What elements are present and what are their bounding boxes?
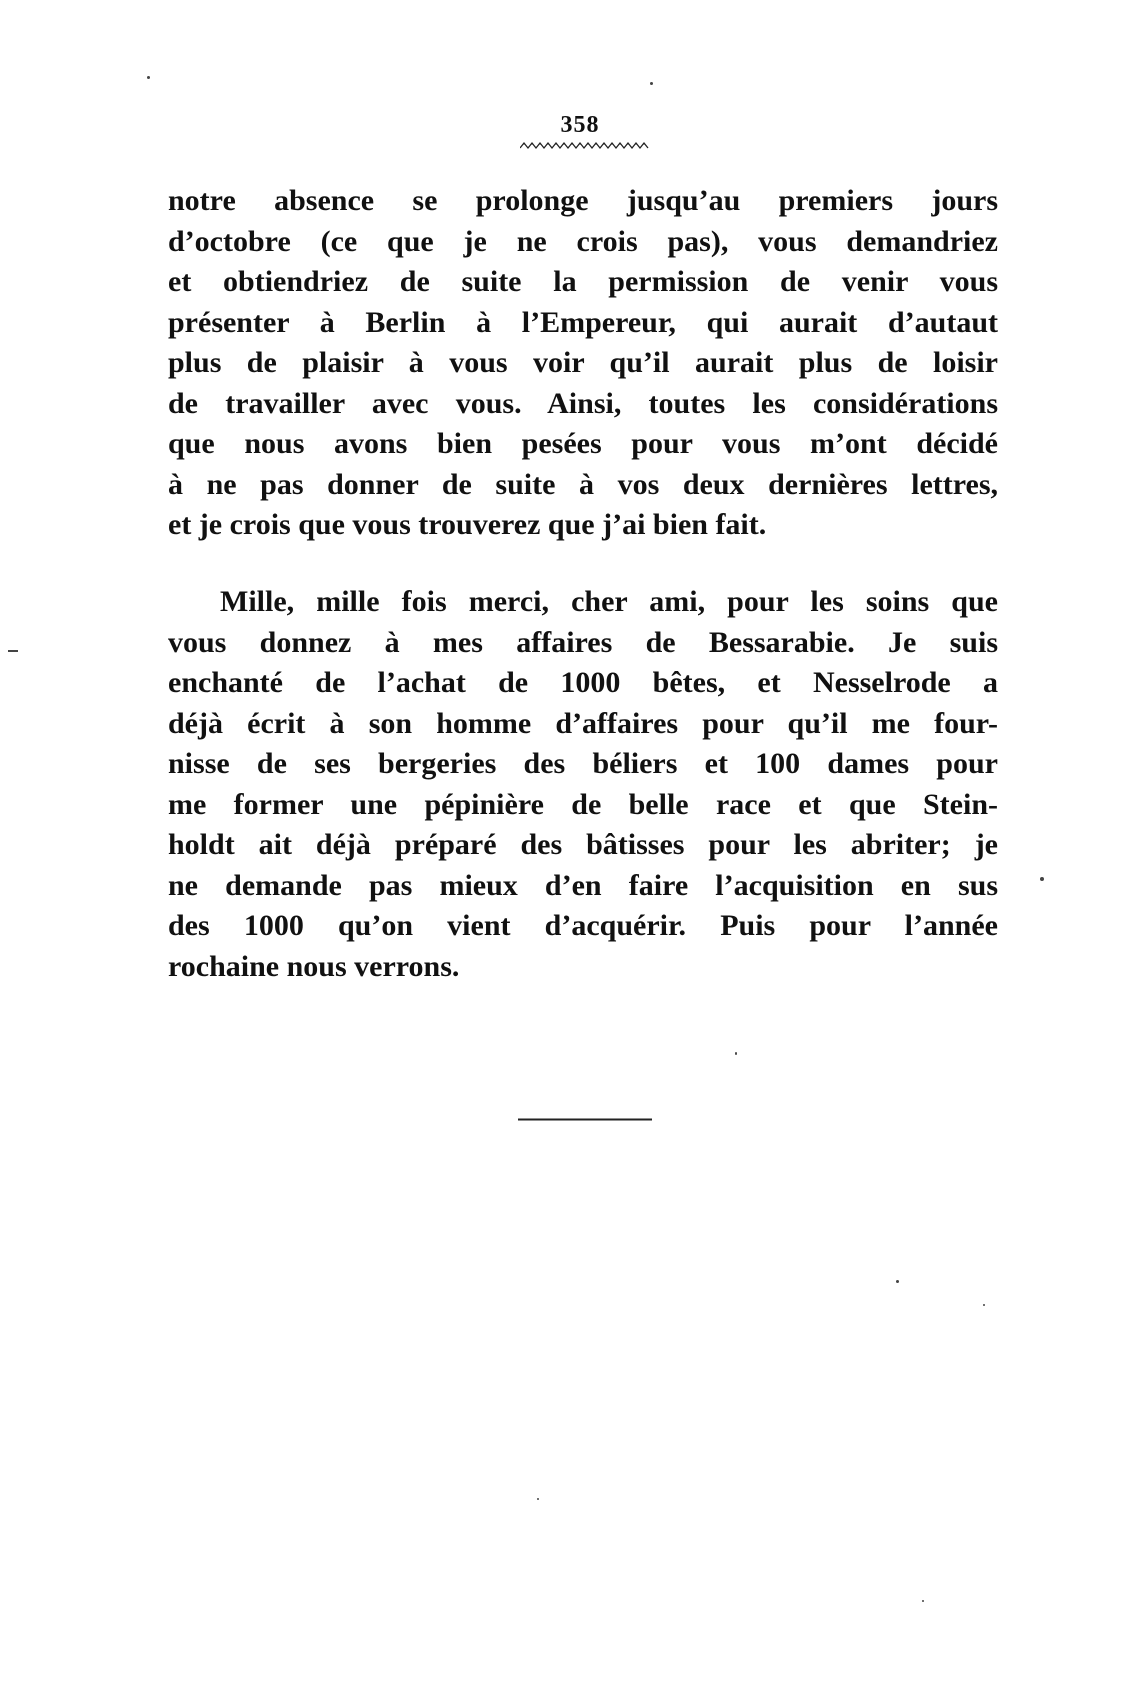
- scan-speck: [922, 1600, 924, 1602]
- page-number: 358: [560, 112, 600, 138]
- paragraph-1: [168, 181, 998, 546]
- text-line: présenter à Berlin à l’Empereur, qui aurait d’autaut: [168, 305, 998, 339]
- text-line: holdt ait déjà préparé des bâtisses pour les abriter; je: [168, 828, 998, 861]
- scan-speck: [735, 1052, 737, 1055]
- end-rule: [518, 1118, 652, 1121]
- text-line: et obtiendriez de suite la permission de venir vous: [168, 265, 998, 298]
- text-line: rochaine nous verrons.: [168, 949, 460, 983]
- scan-speck: [983, 1304, 985, 1306]
- scan-speck: [147, 76, 150, 79]
- text-line: ne demande pas mieux d’en faire l’acquisition en sus: [168, 868, 998, 902]
- scan-speck: [1040, 877, 1044, 881]
- text-line: et je crois que vous trouverez que j’ai bien fait.: [168, 508, 767, 541]
- text-line: de travailler avec vous. Ainsi, toutes les considérations: [168, 386, 998, 420]
- text-line: que nous avons bien pesées pour vous m’ont décidé: [168, 427, 998, 460]
- text-line: d’octobre (ce que je ne crois pas), vous demandriez: [168, 224, 998, 258]
- text-line: nisse de ses bergeries des béliers et 100 dames pour: [168, 747, 998, 780]
- text-line: vous donnez à mes affaires de Bessarabie. Je suis: [168, 625, 998, 659]
- text-line: déjà écrit à son homme d’affaires pour qu’il me four-: [168, 706, 998, 740]
- paragraph-2: [168, 582, 998, 987]
- scan-speck: [650, 82, 653, 85]
- text-line: enchanté de l’achat de 1000 bêtes, et Nesselrode a: [168, 666, 998, 699]
- scan-speck: [8, 650, 18, 652]
- wavy-ornament: [520, 140, 650, 152]
- text-line: Mille, mille fois merci, cher ami, pour les soins que: [220, 585, 998, 618]
- scan-speck: [896, 1280, 899, 1283]
- text-line: notre absence se prolonge jusqu’au premiers jours: [168, 184, 998, 217]
- scan-speck: [537, 1498, 539, 1500]
- text-line: plus de plaisir à vous voir qu’il aurait plus de loisir: [168, 346, 998, 379]
- text-line: des 1000 qu’on vient d’acquérir. Puis pour l’année: [168, 909, 998, 942]
- text-line: me former une pépinière de belle race et que Stein-: [168, 787, 998, 821]
- text-line: à ne pas donner de suite à vos deux dernières lettres,: [168, 467, 998, 501]
